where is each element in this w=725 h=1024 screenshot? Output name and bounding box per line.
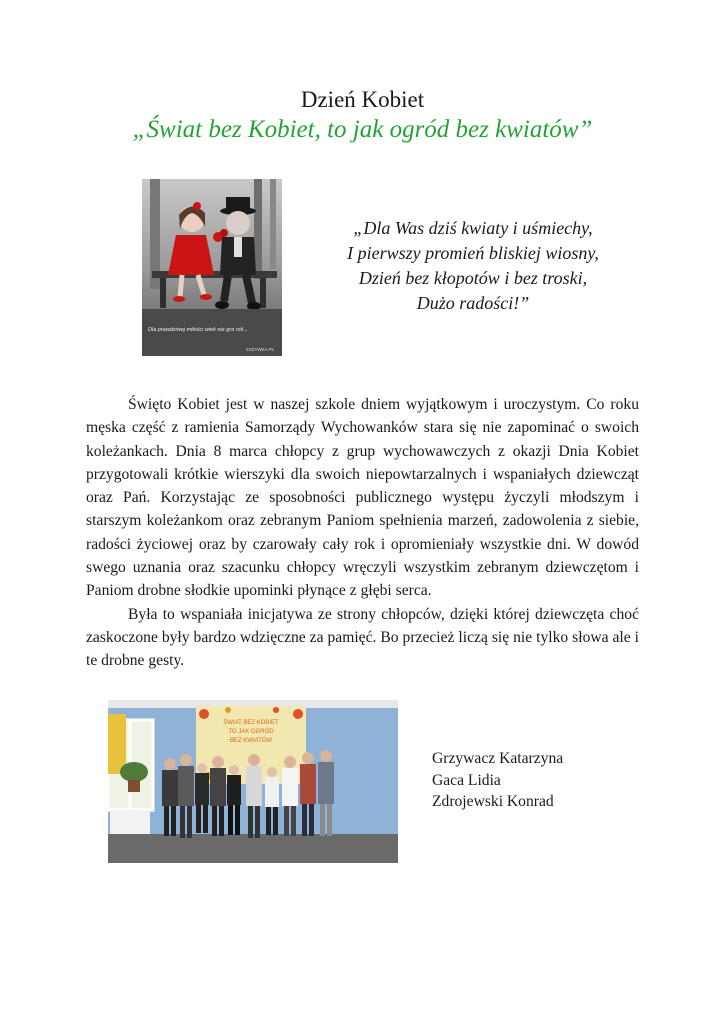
article-body <box>86 393 639 673</box>
photo-watermark: ZSZYWKA.PL <box>246 347 275 352</box>
photo-caption: Dla prawdziwej miłości wiek nie gra roli... <box>148 327 248 333</box>
poem <box>308 216 638 316</box>
group-photo <box>108 700 398 863</box>
signature-name: Grzywacz Katarzyna <box>432 750 564 767</box>
page-title: Dzień Kobiet <box>300 87 425 112</box>
page-subtitle: „Świat bez Kobiet, to jak ogród bez kwiatów” <box>132 116 593 143</box>
poem-line: „Dla Was dziś kwiaty i uśmiechy, <box>353 218 593 238</box>
banner-text: TO JAK OGRÓD <box>228 729 274 735</box>
signatures <box>432 748 563 813</box>
poem-line: Dużo radości!” <box>416 293 530 313</box>
paragraph: Święto Kobiet jest w naszej szkole dniem wyjątkowym i uroczystym. Co roku męska część z ramienia Samorządy Wychowanków stara się nie zapominać o swoich koleżankach. Dnia 8 marca chłopcy z grup wychowawczych z okazji Dnia Kobiet przygotowali krótkie wierszyki dla swoich niepowtarzalnych i wspaniałych dziewcząt oraz Pań. Korzystając ze sposobności publicznego występu życzyli młodszym i starszym koleżankom oraz zebranym Paniom spełnienia marzeń, zadowolenia z siebie, radości życiowej oraz by czarowały cały rok i opromieniały wszystkie dni. W dowód swego uznania oraz szacunku chłopcy wręczyli wszystkim zebranym dziewczętom i Paniom drobne słodkie upominki płynące z głębi serca. <box>86 396 639 600</box>
banner-text: ŚWIAT BEZ KOBIET <box>223 720 279 726</box>
poem-line: I pierwszy promień bliskiej wiosny, <box>347 243 599 263</box>
poem-line: Dzień bez kłopotów i bez troski, <box>358 268 588 288</box>
group-photo-illustration <box>108 700 398 863</box>
children-photo-illustration <box>142 179 282 356</box>
signature-name: Gaca Lidia <box>432 771 501 789</box>
children-photo <box>142 179 282 356</box>
banner-text: BEZ KWIATÓW <box>229 738 273 744</box>
signature-name: Zdrojewski Konrad <box>432 793 554 810</box>
paragraph: Była to wspaniała inicjatywa ze strony chłopców, dzięki której dziewczęta choć zaskoczone były bardzo wdzięczne za pamięć. Bo przecież liczą się nie tylko słowa ale i te drobne gesty. <box>86 605 639 670</box>
